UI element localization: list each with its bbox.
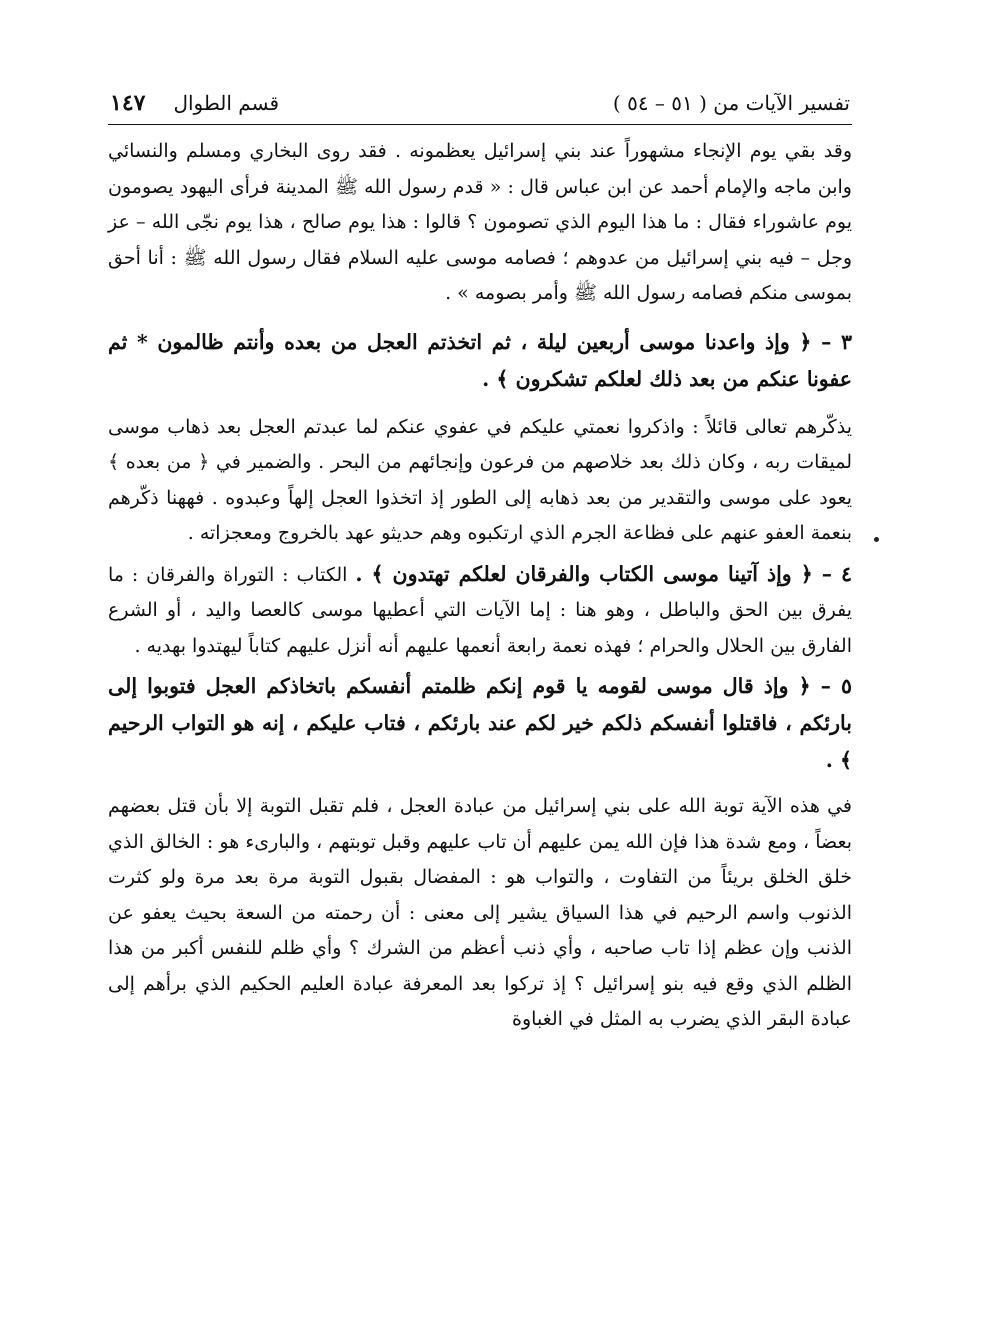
commentary-verse-4: الكتاب : التوراة والفرقان : ما يفرق بين الحق والباطل ، وهو هنا : إما الآيات التي أعطيها موسى كالعصا واليد ، أو الشرع الفارق بين الحلال والحرام ؛ فهذه نعمة رابعة أنعمها عليهم أنه أنزل عليهم كتاباً ليهتدوا بهديه .: [108, 563, 852, 657]
running-header: [110, 86, 850, 120]
verse-5: ٥ – ﴿ وإذ قال موسى لقومه يا قوم إنكم ظلمتم أنفسكم باتخاذكم العجل فتوبوا إلى بارئكم ، فاقتلوا أنفسكم ذلكم خير لكم عند بارئكم ، فتاب عليكم ، إنه هو التواب الرحيم ﴾ .: [108, 674, 852, 772]
item-4: [108, 556, 852, 665]
verse-4: ٤ – ﴿ وإذ آتينا موسى الكتاب والفرقان لعلكم تهتدون ﴾ .: [355, 561, 852, 586]
commentary-verse-5: في هذه الآية توبة الله على بني إسرائيل من عبادة العجل ، فلم تقبل التوبة إلا بأن قتل بعضهم بعضاً ، ومع شدة هذا فإن الله يمن عليهم أن تاب عليهم وقبل توبتهم ، والبارىء هو : الخالق الذي خلق الخلق بريئاً من التفاوت ، والتواب هو : المفضال بقبول التوبة مرة بعد مرة ولو كثرت الذنوب واسم الرحيم في هذا السياق يشير إلى معنى : أن رحمته من السعة بحيث يعفو عن الذنب وإن عظم إذا تاب صاحبه ، وأي ذنب أعظم من الشرك ؟ وأي ظلم للنفس أكبر من هذا الظلم الذي وقع فيه بنو إسرائيل ؟ إذ تركوا بعد المعرفة عبادة العليم الحكيم الذي برأهم إلى عبادة البقر الذي يضرب به المثل في الغباوة: [108, 795, 852, 1030]
page-number: ١٤٧: [110, 90, 146, 116]
chapter-title: تفسير الآيات من ( ٥١ – ٥٤ ): [612, 91, 850, 115]
text-body: [108, 134, 852, 1038]
header-divider: [108, 124, 852, 125]
verse-3: ٣ – ﴿ وإذ واعدنا موسى أربعين ليلة ، ثم اتخذتم العجل من بعده وأنتم ظالمون * ثم عفونا عنكم من بعد ذلك لعلكم تشكرون ﴾ .: [108, 329, 852, 391]
section-header: [110, 86, 279, 120]
margin-mark: [874, 537, 879, 542]
section-title: قسم الطوال: [173, 91, 279, 115]
commentary-verse-3: يذكّرهم تعالى قائلاً : واذكروا نعمتي عليكم في عفوي عنكم لما عبدتم العجل بعد ذهاب موسى لميقات ربه ، وكان ذلك بعد خلاصهم من فرعون وإنجائهم من البحر . والضمير في ﴿ من بعده ﴾ يعود على موسى والتقدير من بعد ذهابه إلى الطور إذ اتخذوا العجل إلهاً وعبدوه . فههنا ذكّرهم بنعمة العفو عنهم على فظاعة الجرم الذي ارتكبوه وهم حديثو عهد بالخروج ومعجزاته .: [108, 415, 852, 544]
paragraph-ashura: وقد بقي يوم الإنجاء مشهوراً عند بني إسرائيل يعظمونه . فقد روى البخاري ومسلم والنسائي وابن ماجه والإمام أحمد عن ابن عباس قال : « قدم رسول الله ﷺ المدينة فرأى اليهود يصومون يوم عاشوراء فقال : ما هذا اليوم الذي تصومون ؟ قالوا : هذا يوم صالح ، هذا يوم نجّى الله – عز وجل – فيه بني إسرائيل من عدوهم ؛ فصامه موسى عليه السلام فقال رسول الله ﷺ : أنا أحق بموسى منكم فصامه رسول الله ﷺ وأمر بصومه » .: [108, 140, 852, 304]
